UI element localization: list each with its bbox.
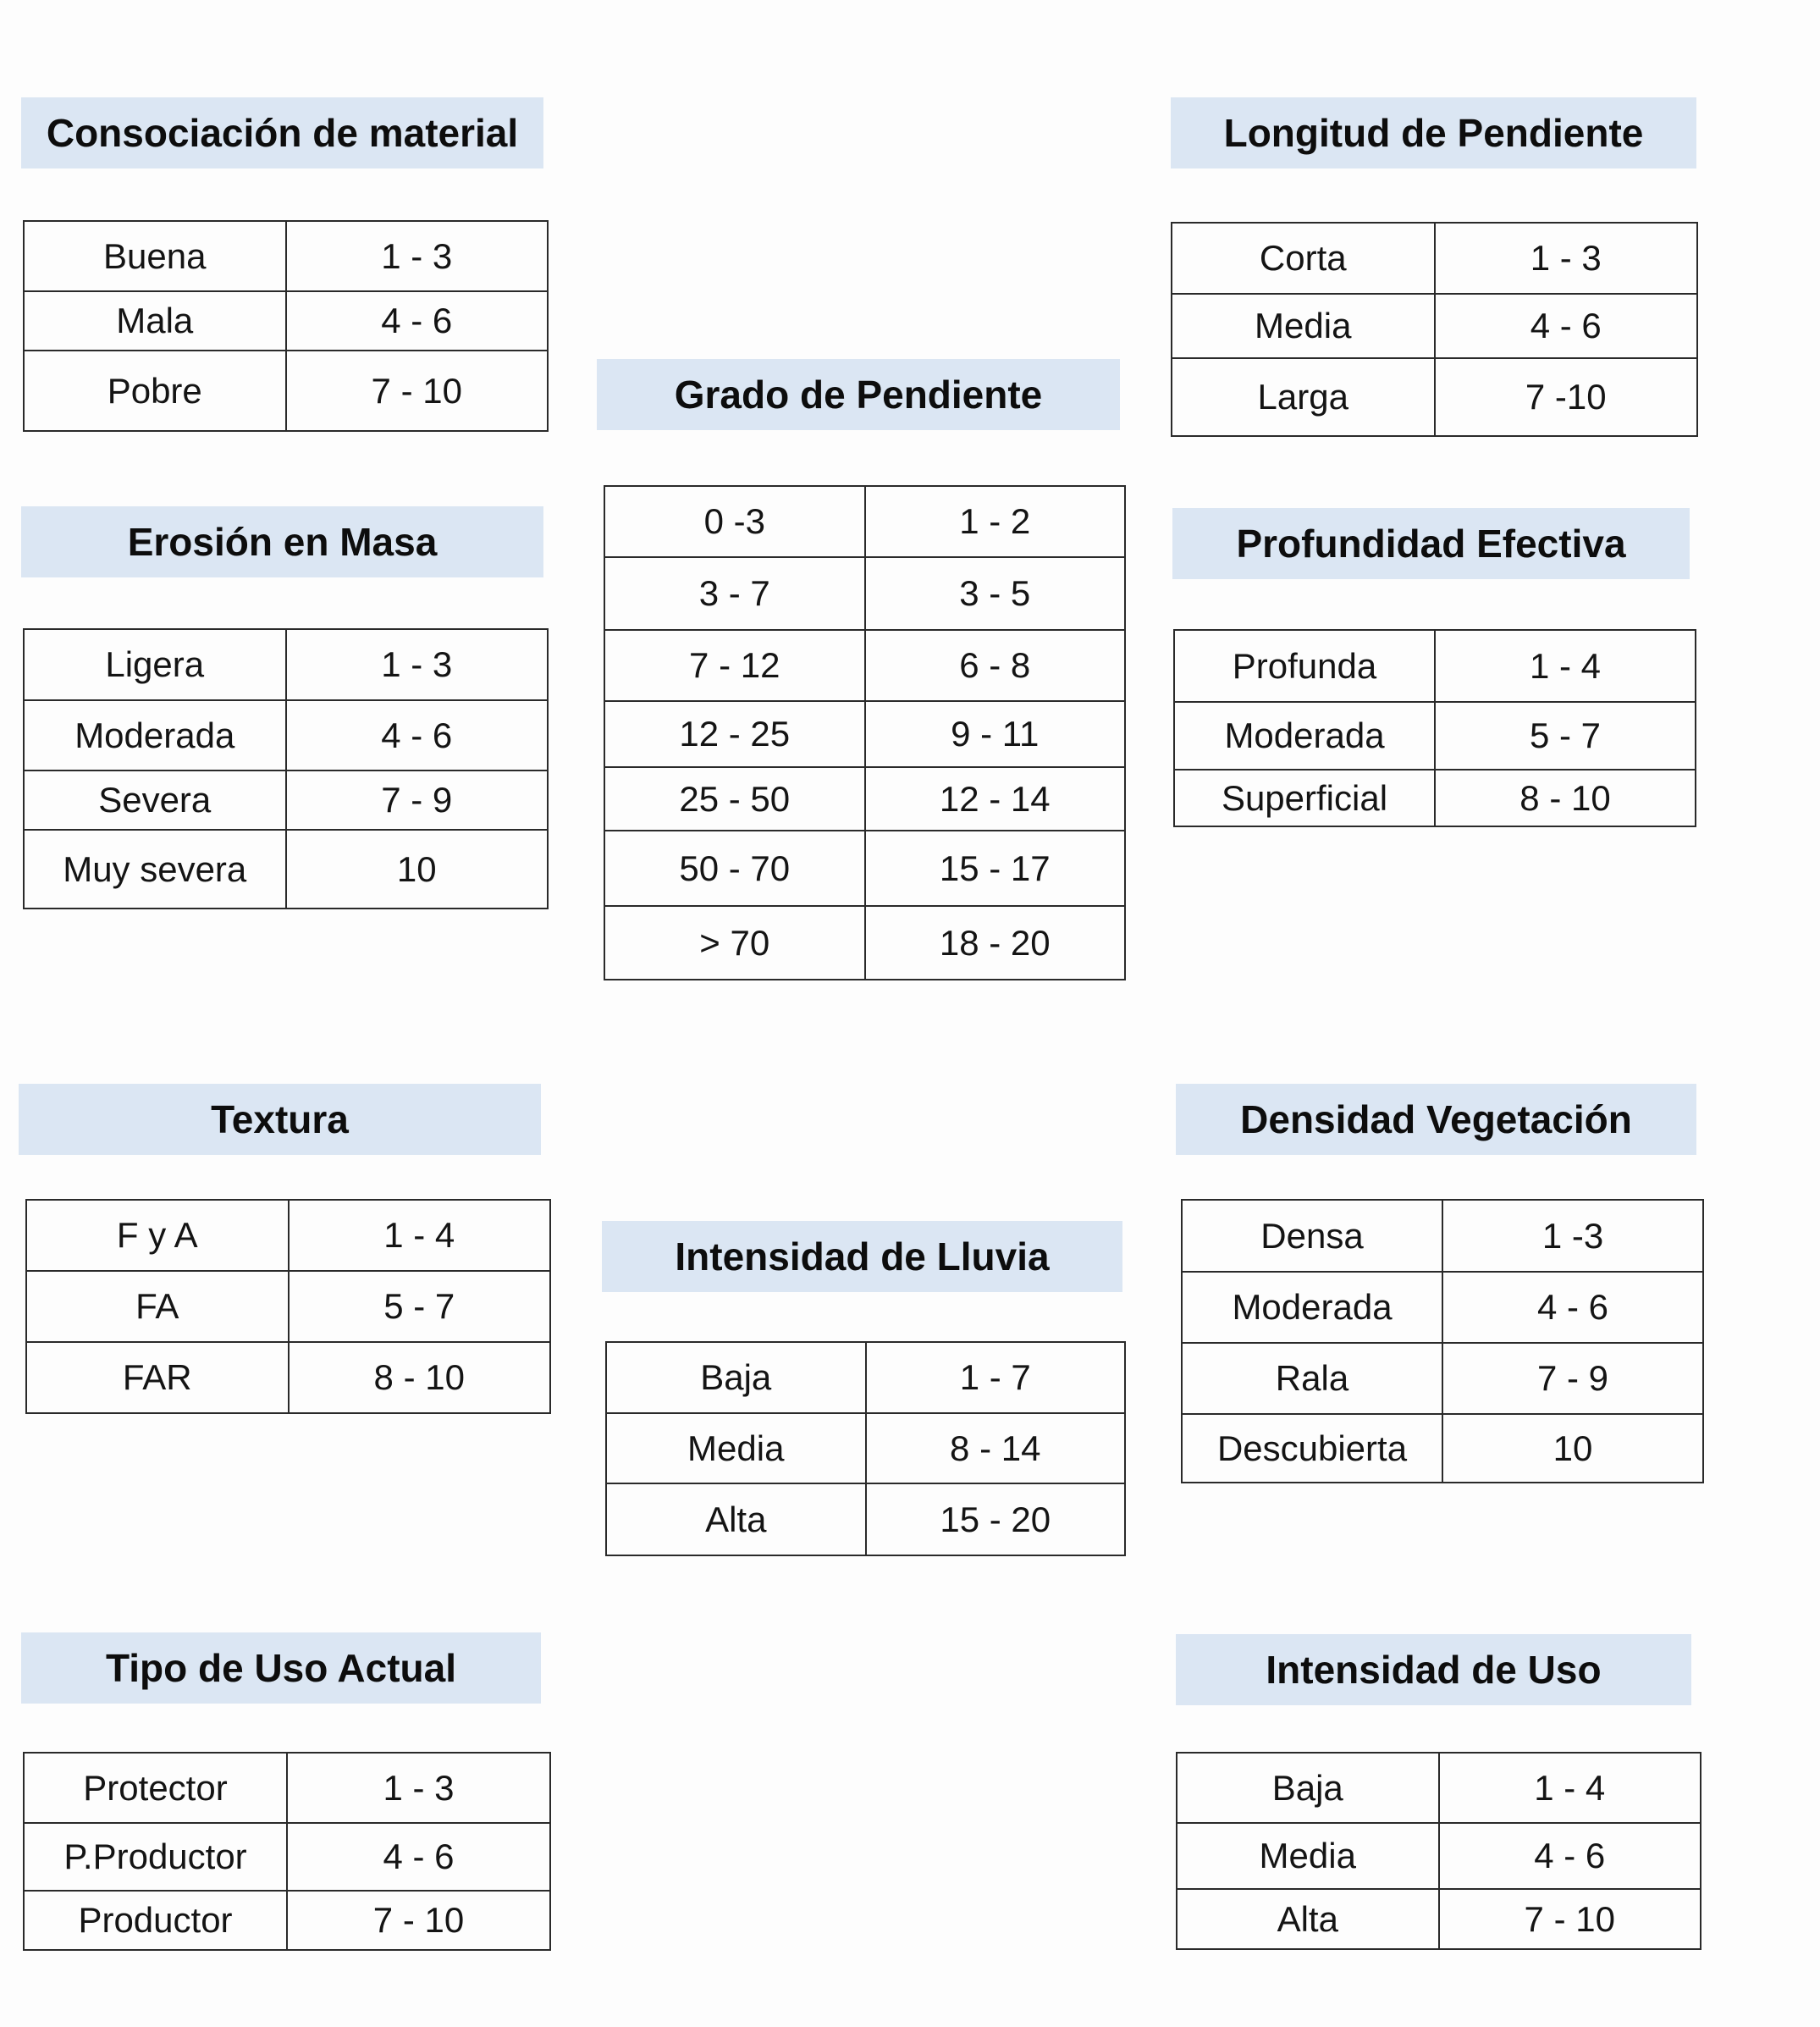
row-label: 0 -3 — [604, 486, 865, 557]
row-label: Corta — [1172, 223, 1435, 294]
table-row — [604, 831, 1125, 906]
row-label: Larga — [1172, 358, 1435, 436]
row-value: 7 -10 — [1435, 358, 1698, 436]
table-row — [24, 351, 548, 431]
section-title: Intensidad de Lluvia — [602, 1221, 1122, 1292]
table-row — [1177, 1753, 1701, 1823]
table-row — [1182, 1200, 1703, 1272]
row-value: 4 - 6 — [1442, 1272, 1703, 1343]
score-table — [23, 220, 549, 432]
row-label: Descubierta — [1182, 1414, 1442, 1483]
section-title: Erosión en Masa — [21, 506, 543, 577]
section-title: Textura — [19, 1084, 541, 1155]
row-label: Alta — [1177, 1889, 1439, 1949]
row-value: 7 - 10 — [286, 351, 549, 431]
table-row — [1174, 630, 1696, 702]
section-title: Grado de Pendiente — [597, 359, 1120, 430]
row-label: Baja — [1177, 1753, 1439, 1823]
row-value: 5 - 7 — [289, 1271, 551, 1342]
table-row — [1182, 1414, 1703, 1483]
row-label: Media — [1172, 294, 1435, 358]
table-row — [24, 1823, 550, 1891]
table-row — [24, 291, 548, 351]
table-row — [26, 1271, 550, 1342]
score-table — [1181, 1199, 1704, 1483]
table-row — [606, 1342, 1125, 1413]
row-value: 1 - 3 — [1435, 223, 1698, 294]
row-label: Baja — [606, 1342, 866, 1413]
row-value: 1 -3 — [1442, 1200, 1703, 1272]
table-row — [604, 701, 1125, 767]
table-row — [24, 770, 548, 830]
row-value: 7 - 10 — [287, 1891, 550, 1950]
row-value: 3 - 5 — [865, 557, 1126, 630]
row-label: Media — [606, 1413, 866, 1483]
row-label: 25 - 50 — [604, 767, 865, 831]
score-table — [1171, 222, 1698, 437]
table-row — [24, 629, 548, 700]
row-label: FA — [26, 1271, 289, 1342]
table-row — [606, 1483, 1125, 1555]
row-value: 1 - 4 — [289, 1200, 551, 1271]
table-row — [604, 557, 1125, 630]
row-label: Mala — [24, 291, 286, 351]
row-label: Media — [1177, 1823, 1439, 1889]
row-label: Productor — [24, 1891, 287, 1950]
row-label: Severa — [24, 770, 286, 830]
table-row — [604, 486, 1125, 557]
row-label: Buena — [24, 221, 286, 291]
row-label: > 70 — [604, 906, 865, 980]
section-title: Densidad Vegetación — [1176, 1084, 1696, 1155]
row-value: 15 - 20 — [866, 1483, 1126, 1555]
score-table — [1176, 1752, 1701, 1950]
row-label: Pobre — [24, 351, 286, 431]
table-row — [1182, 1272, 1703, 1343]
row-value: 7 - 9 — [286, 770, 549, 830]
table-row — [1174, 770, 1696, 826]
row-value: 1 - 4 — [1439, 1753, 1701, 1823]
score-table — [1173, 629, 1696, 827]
score-table — [23, 1752, 551, 1951]
table-row — [24, 221, 548, 291]
table-row — [1182, 1343, 1703, 1414]
section-title: Tipo de Uso Actual — [21, 1632, 541, 1704]
row-value: 7 - 9 — [1442, 1343, 1703, 1414]
score-table — [25, 1199, 551, 1414]
row-value: 10 — [286, 830, 549, 909]
score-table — [23, 628, 549, 909]
table-row — [24, 700, 548, 770]
row-value: 18 - 20 — [865, 906, 1126, 980]
row-value: 1 - 3 — [286, 221, 549, 291]
table-row — [26, 1200, 550, 1271]
row-value: 4 - 6 — [1439, 1823, 1701, 1889]
row-value: 8 - 10 — [1435, 770, 1696, 826]
row-value: 1 - 4 — [1435, 630, 1696, 702]
row-label: 3 - 7 — [604, 557, 865, 630]
row-label: Densa — [1182, 1200, 1442, 1272]
score-table — [605, 1341, 1126, 1556]
section-title: Intensidad de Uso — [1176, 1634, 1691, 1705]
row-value: 7 - 10 — [1439, 1889, 1701, 1949]
table-row — [604, 630, 1125, 701]
row-value: 1 - 3 — [286, 629, 549, 700]
row-label: Profunda — [1174, 630, 1435, 702]
table-row — [1172, 358, 1697, 436]
score-table — [604, 485, 1126, 980]
row-value: 1 - 2 — [865, 486, 1126, 557]
row-label: Moderada — [24, 700, 286, 770]
row-label: Muy severa — [24, 830, 286, 909]
row-value: 6 - 8 — [865, 630, 1126, 701]
row-label: P.Productor — [24, 1823, 287, 1891]
row-value: 15 - 17 — [865, 831, 1126, 906]
row-value: 4 - 6 — [286, 291, 549, 351]
row-value: 1 - 3 — [287, 1753, 550, 1823]
table-row — [24, 1891, 550, 1950]
row-label: F y A — [26, 1200, 289, 1271]
row-label: 7 - 12 — [604, 630, 865, 701]
row-value: 4 - 6 — [286, 700, 549, 770]
row-value: 8 - 14 — [866, 1413, 1126, 1483]
row-label: Protector — [24, 1753, 287, 1823]
row-label: 50 - 70 — [604, 831, 865, 906]
table-row — [24, 830, 548, 909]
table-row — [1172, 223, 1697, 294]
row-value: 5 - 7 — [1435, 702, 1696, 770]
table-row — [26, 1342, 550, 1413]
row-label: Moderada — [1182, 1272, 1442, 1343]
table-row — [24, 1753, 550, 1823]
row-label: Ligera — [24, 629, 286, 700]
row-label: Superficial — [1174, 770, 1435, 826]
table-row — [604, 906, 1125, 980]
table-row — [1172, 294, 1697, 358]
row-value: 9 - 11 — [865, 701, 1126, 767]
row-label: 12 - 25 — [604, 701, 865, 767]
section-title: Longitud de Pendiente — [1171, 97, 1696, 168]
row-value: 10 — [1442, 1414, 1703, 1483]
table-row — [1177, 1889, 1701, 1949]
table-row — [1177, 1823, 1701, 1889]
row-value: 4 - 6 — [287, 1823, 550, 1891]
row-label: FAR — [26, 1342, 289, 1413]
table-row — [604, 767, 1125, 831]
row-label: Moderada — [1174, 702, 1435, 770]
row-value: 1 - 7 — [866, 1342, 1126, 1413]
row-value: 4 - 6 — [1435, 294, 1698, 358]
row-value: 8 - 10 — [289, 1342, 551, 1413]
row-value: 12 - 14 — [865, 767, 1126, 831]
row-label: Alta — [606, 1483, 866, 1555]
row-label: Rala — [1182, 1343, 1442, 1414]
section-title: Consociación de material — [21, 97, 543, 168]
section-title: Profundidad Efectiva — [1172, 508, 1690, 579]
table-row — [1174, 702, 1696, 770]
table-row — [606, 1413, 1125, 1483]
